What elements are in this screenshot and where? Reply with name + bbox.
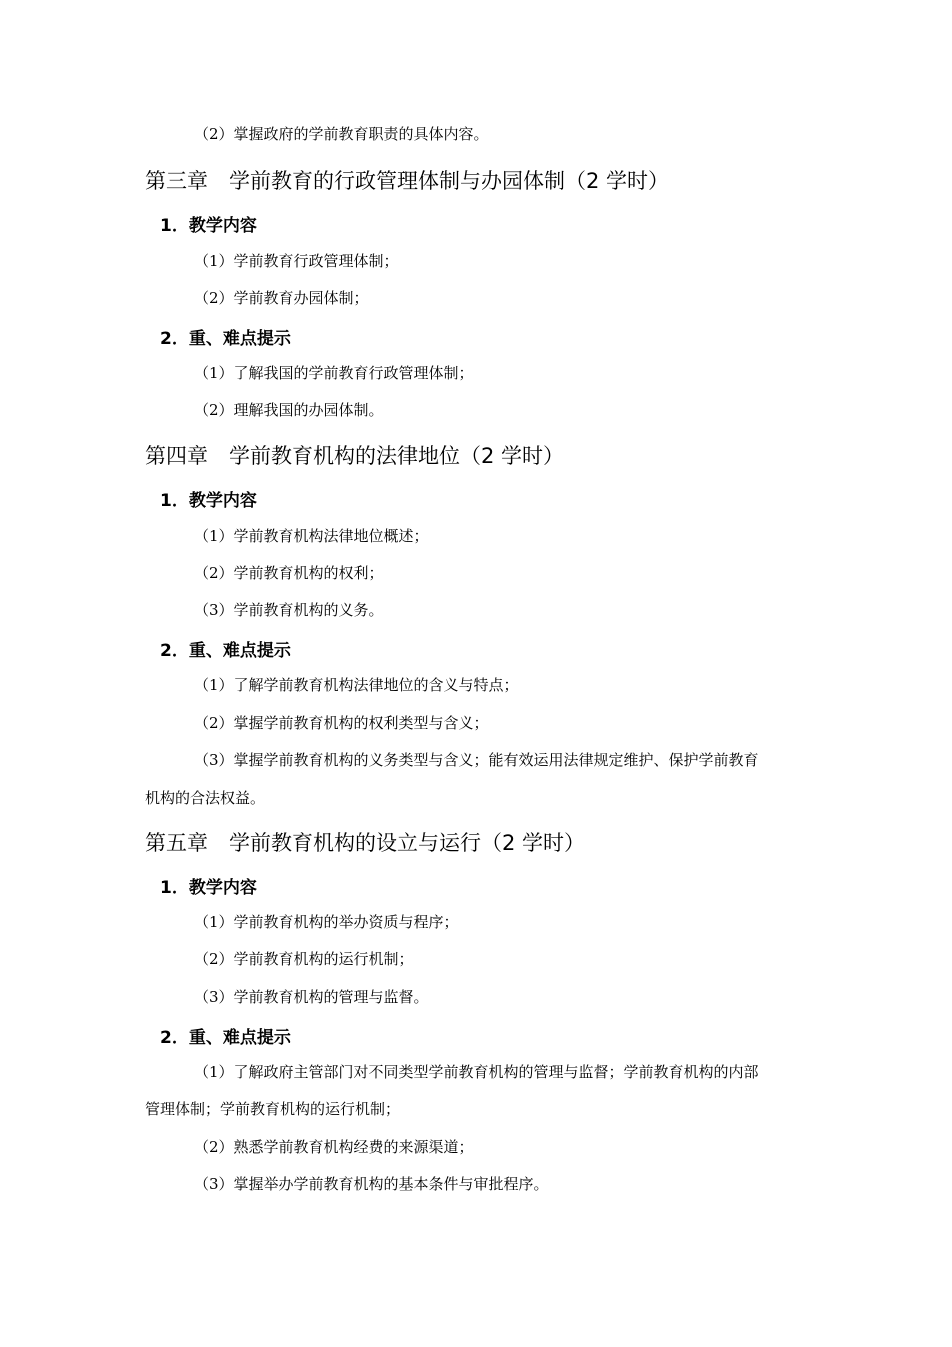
- ch4-key-item-2: （2）掌握学前教育机构的权利类型与含义；: [194, 714, 489, 732]
- ch5-key-heading: 2．重、难点提示: [160, 1028, 291, 1048]
- ch4-key-item-1: （1）了解学前教育机构法律地位的含义与特点；: [194, 676, 519, 694]
- ch4-content-item-3: （3）学前教育机构的义务。: [194, 601, 384, 619]
- chapter-4-title: 第四章 学前教育机构的法律地位（2 学时）: [145, 444, 565, 468]
- ch5-content-item-3: （3）学前教育机构的管理与监督。: [194, 988, 429, 1006]
- ch5-key-item-2: （2）熟悉学前教育机构经费的来源渠道；: [194, 1138, 474, 1156]
- ch4-key-item-3-line-2: 机构的合法权益。: [145, 789, 266, 807]
- ch3-content-heading: 1．教学内容: [160, 216, 257, 236]
- ch3-key-heading: 2．重、难点提示: [160, 329, 291, 349]
- ch5-content-heading: 1．教学内容: [160, 878, 257, 898]
- ch3-content-item-1: （1）学前教育行政管理体制；: [194, 252, 399, 270]
- ch5-key-item-1-line-2: 管理体制；学前教育机构的运行机制；: [145, 1100, 401, 1118]
- intro-item: （2）掌握政府的学前教育职责的具体内容。: [194, 125, 489, 143]
- ch5-key-item-3: （3）掌握举办学前教育机构的基本条件与审批程序。: [194, 1175, 549, 1193]
- ch3-key-item-2: （2）理解我国的办园体制。: [194, 401, 384, 419]
- ch4-key-heading: 2．重、难点提示: [160, 641, 291, 661]
- ch4-content-item-1: （1）学前教育机构法律地位概述；: [194, 527, 429, 545]
- ch5-content-item-2: （2）学前教育机构的运行机制；: [194, 950, 414, 968]
- ch4-content-item-2: （2）学前教育机构的权利；: [194, 564, 384, 582]
- chapter-5-title: 第五章 学前教育机构的设立与运行（2 学时）: [145, 831, 586, 855]
- ch4-key-item-3-line-1: （3）掌握学前教育机构的义务类型与含义；能有效运用法律规定维护、保护学前教育: [194, 751, 759, 769]
- ch3-key-item-1: （1）了解我国的学前教育行政管理体制；: [194, 364, 474, 382]
- ch5-key-item-1-line-1: （1）了解政府主管部门对不同类型学前教育机构的管理与监督；学前教育机构的内部: [194, 1063, 759, 1081]
- ch5-content-item-1: （1）学前教育机构的举办资质与程序；: [194, 913, 459, 931]
- ch3-content-item-2: （2）学前教育办园体制；: [194, 289, 369, 307]
- chapter-3-title: 第三章 学前教育的行政管理体制与办园体制（2 学时）: [145, 169, 670, 193]
- ch4-content-heading: 1．教学内容: [160, 491, 257, 511]
